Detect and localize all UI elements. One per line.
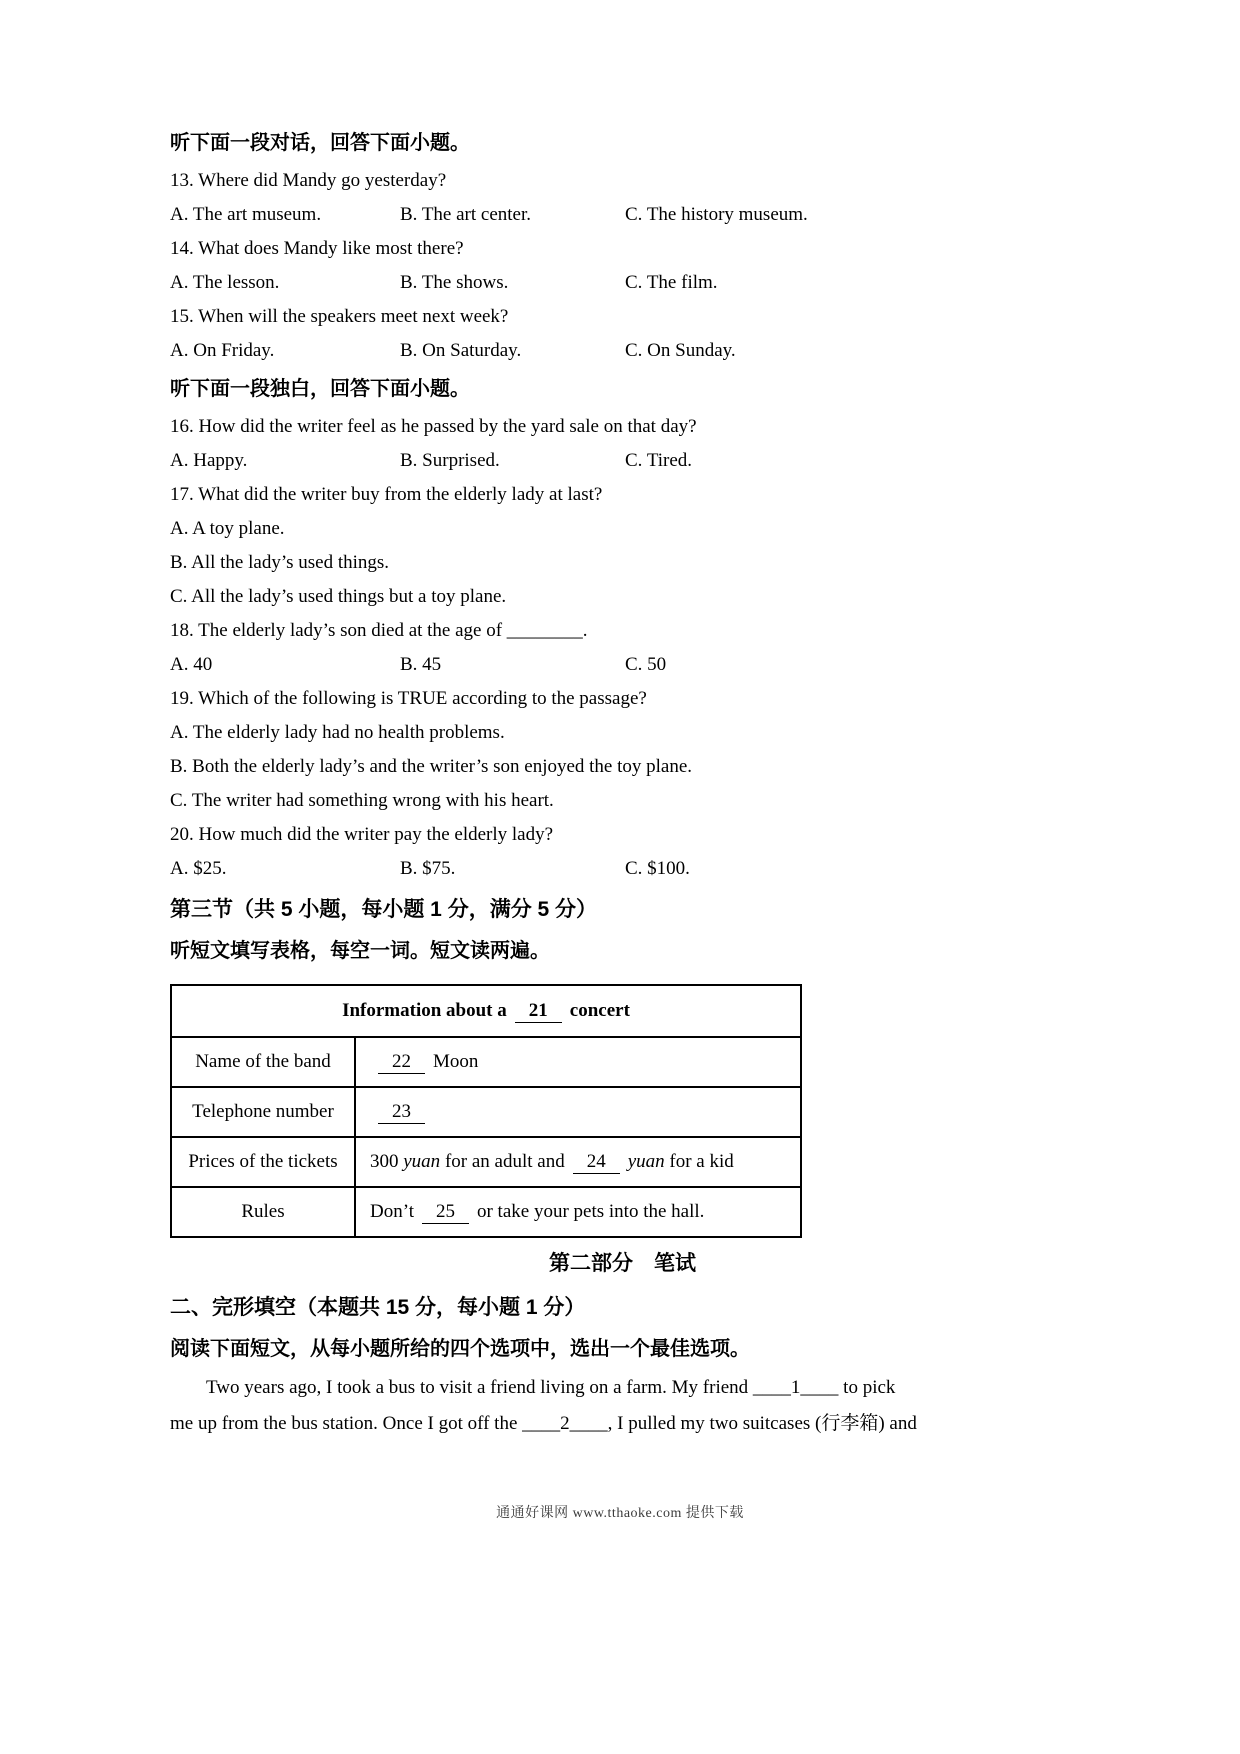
blank-21: 21	[515, 999, 562, 1023]
prices-yuan-1: yuan	[403, 1151, 441, 1172]
band-label: Name of the band	[171, 1037, 355, 1087]
prices-pre: 300	[370, 1151, 404, 1172]
options-15	[170, 334, 1075, 368]
question-19: 19. Which of the following is TRUE according to the passage?	[170, 688, 647, 709]
question-17: 17. What did the writer buy from the elderly lady at last?	[170, 484, 603, 505]
rules-label: Rules	[171, 1187, 355, 1237]
option-19-a: A. The elderly lady had no health problems.	[170, 722, 505, 743]
blank-22: 22	[378, 1050, 425, 1074]
option-20-a: A. $25.	[170, 858, 227, 879]
section-3-heading: 第三节（共 5 小题，每小题 1 分，满分 5 分）	[170, 898, 598, 921]
table-row-telephone	[171, 1087, 801, 1137]
exam-content	[170, 122, 1075, 1442]
rules-pre: Don’t	[370, 1201, 414, 1222]
option-19-c: C. The writer had something wrong with his heart.	[170, 790, 554, 811]
blank-24: 24	[573, 1150, 620, 1174]
rules-post: or take your pets into the hall.	[476, 1201, 705, 1222]
option-15-c: C. On Sunday.	[625, 340, 736, 361]
telephone-label: Telephone number	[171, 1087, 355, 1137]
band-value-cell	[355, 1037, 801, 1087]
question-20: 20. How much did the writer pay the elderly lady?	[170, 824, 554, 845]
page-footer: 通通好课网 www.tthaoke.com 提供下载	[496, 1506, 744, 1521]
table-title-cell	[171, 985, 801, 1037]
options-16	[170, 444, 1075, 478]
blank-23: 23	[378, 1100, 425, 1124]
option-19-b: B. Both the elderly lady’s and the writer’s son enjoyed the toy plane.	[170, 756, 693, 777]
cloze-paragraph-line-1: Two years ago, I took a bus to visit a friend living on a farm. My friend ____1____ to pick	[206, 1377, 896, 1398]
option-16-c: C. Tired.	[625, 450, 693, 471]
rules-value-cell	[355, 1187, 801, 1237]
listening-fill-table	[170, 984, 802, 1238]
cloze-section-heading: 二、完形填空（本题共 15 分，每小题 1 分）	[170, 1296, 586, 1319]
option-14-a: A. The lesson.	[170, 272, 280, 293]
listening-monologue-heading: 听下面一段独白，回答下面小题。	[170, 378, 470, 400]
prices-label: Prices of the tickets	[171, 1137, 355, 1187]
option-13-b: B. The art center.	[400, 204, 532, 225]
table-row-band	[171, 1037, 801, 1087]
table-row-rules	[171, 1187, 801, 1237]
blank-25: 25	[422, 1200, 469, 1224]
options-14	[170, 266, 1075, 300]
prices-value-cell	[355, 1137, 801, 1187]
option-13-c: C. The history museum.	[625, 204, 808, 225]
option-17-c: C. All the lady’s used things but a toy plane.	[170, 586, 507, 607]
option-20-c: C. $100.	[625, 858, 690, 879]
question-18: 18. The elderly lady’s son died at the age of ________.	[170, 620, 588, 641]
option-14-c: C. The film.	[625, 272, 718, 293]
section-3-instructions: 听短文填写表格，每空一词。短文读两遍。	[170, 940, 550, 962]
option-18-b: B. 45	[400, 654, 442, 675]
part-2-heading: 第二部分 笔试	[549, 1252, 696, 1275]
option-18-c: C. 50	[625, 654, 667, 675]
question-15: 15. When will the speakers meet next week?	[170, 306, 509, 327]
option-14-b: B. The shows.	[400, 272, 509, 293]
option-16-b: B. Surprised.	[400, 450, 500, 471]
cloze-instructions: 阅读下面短文，从每小题所给的四个选项中，选出一个最佳选项。	[170, 1338, 750, 1360]
option-18-a: A. 40	[170, 654, 213, 675]
prices-post: for a kid	[664, 1151, 734, 1172]
option-15-a: A. On Friday.	[170, 340, 275, 361]
telephone-value-cell	[355, 1087, 801, 1137]
question-16: 16. How did the writer feel as he passed by the yard sale on that day?	[170, 416, 697, 437]
option-15-b: B. On Saturday.	[400, 340, 522, 361]
option-17-b: B. All the lady’s used things.	[170, 552, 390, 573]
option-20-b: B. $75.	[400, 858, 456, 879]
band-value-post: Moon	[433, 1051, 479, 1072]
question-13: 13. Where did Mandy go yesterday?	[170, 170, 447, 191]
question-14: 14. What does Mandy like most there?	[170, 238, 464, 259]
options-13	[170, 198, 1075, 232]
listening-dialog-heading: 听下面一段对话，回答下面小题。	[170, 132, 470, 154]
table-row-prices	[171, 1137, 801, 1187]
options-20	[170, 852, 1075, 886]
table-title-pre: Information about a	[342, 1000, 507, 1021]
options-18	[170, 648, 1075, 682]
table-title-post: concert	[569, 1000, 630, 1021]
table-header-row	[171, 985, 801, 1037]
prices-mid: for an adult and	[440, 1151, 565, 1172]
prices-yuan-2: yuan	[627, 1151, 665, 1172]
option-13-a: A. The art museum.	[170, 204, 322, 225]
option-16-a: A. Happy.	[170, 450, 248, 471]
option-17-a: A. A toy plane.	[170, 518, 285, 539]
cloze-paragraph-line-2: me up from the bus station. Once I got off the ____2____, I pulled my two suitcases (行李箱) and	[170, 1413, 917, 1434]
